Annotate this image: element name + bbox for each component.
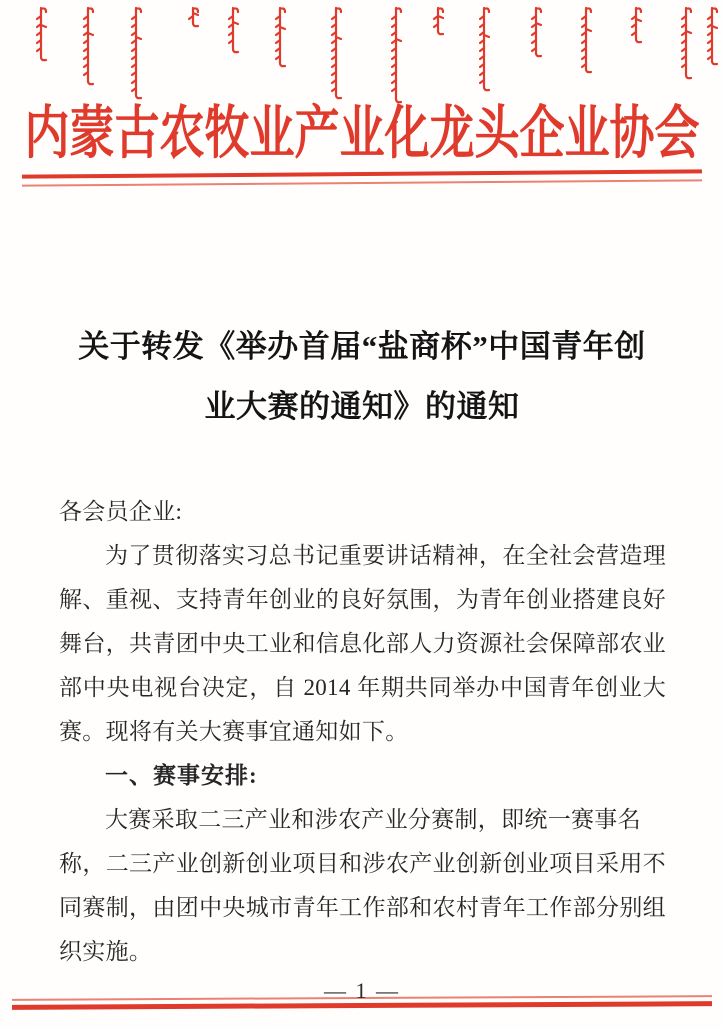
body-line: 为了贯彻落实习总书记重要讲话精神，在全社会营造理 — [105, 543, 666, 568]
document-title-line1: 关于转发《举办首届“盐商杯”中国青年创 — [78, 329, 646, 364]
document-title-line2: 业大赛的通知》的通知 — [204, 389, 520, 424]
mongolian-word-icon — [430, 6, 446, 36]
header-rule-thin — [22, 179, 702, 186]
mongolian-word-icon — [33, 6, 49, 62]
body-line: 织实施。 — [59, 939, 153, 964]
body-line: 同赛制，由团中央城市青年工作部和农村青年工作部分别组 — [59, 895, 666, 920]
mongolian-word-icon — [678, 6, 694, 80]
mongolian-word-icon — [628, 6, 644, 44]
document-body — [59, 490, 666, 974]
page-number: — 1 — — [324, 978, 400, 1003]
body-line: 解、重视、支持青年创业的良好氛围，为青年创业搭建良好 — [59, 587, 666, 612]
mongolian-word-icon — [272, 6, 288, 68]
mongolian-word-icon — [185, 6, 201, 28]
mongolian-word-icon — [704, 6, 720, 66]
org-name-header: 内蒙古农牧业产业化龙头企业协会 — [24, 101, 700, 166]
mongolian-word-icon — [225, 6, 241, 54]
body-line: 赛。现将有关大赛事宜通知如下。 — [59, 719, 409, 744]
mongolian-word-icon — [80, 6, 96, 86]
body-line: 称，二三产业创新创业项目和涉农产业创新创业项目采用不 — [59, 851, 666, 876]
body-line: 大赛采取二三产业和涉农产业分赛制，即统一赛事名 — [105, 807, 641, 832]
salutation: 各会员企业: — [59, 499, 183, 524]
mongolian-word-icon — [476, 6, 492, 92]
section-heading: 一、赛事安排: — [105, 763, 258, 788]
body-line: 舞台，共青团中央工业和信息化部人力资源社会保障部农业 — [59, 631, 666, 656]
header-rule — [22, 169, 702, 188]
body-line: 部中央电视台决定，自 2014 年期共同举办中国青年创业大 — [59, 675, 666, 700]
mongolian-word-icon — [528, 6, 544, 58]
header-rule-thick — [22, 169, 702, 178]
mongolian-word-icon — [578, 6, 594, 74]
